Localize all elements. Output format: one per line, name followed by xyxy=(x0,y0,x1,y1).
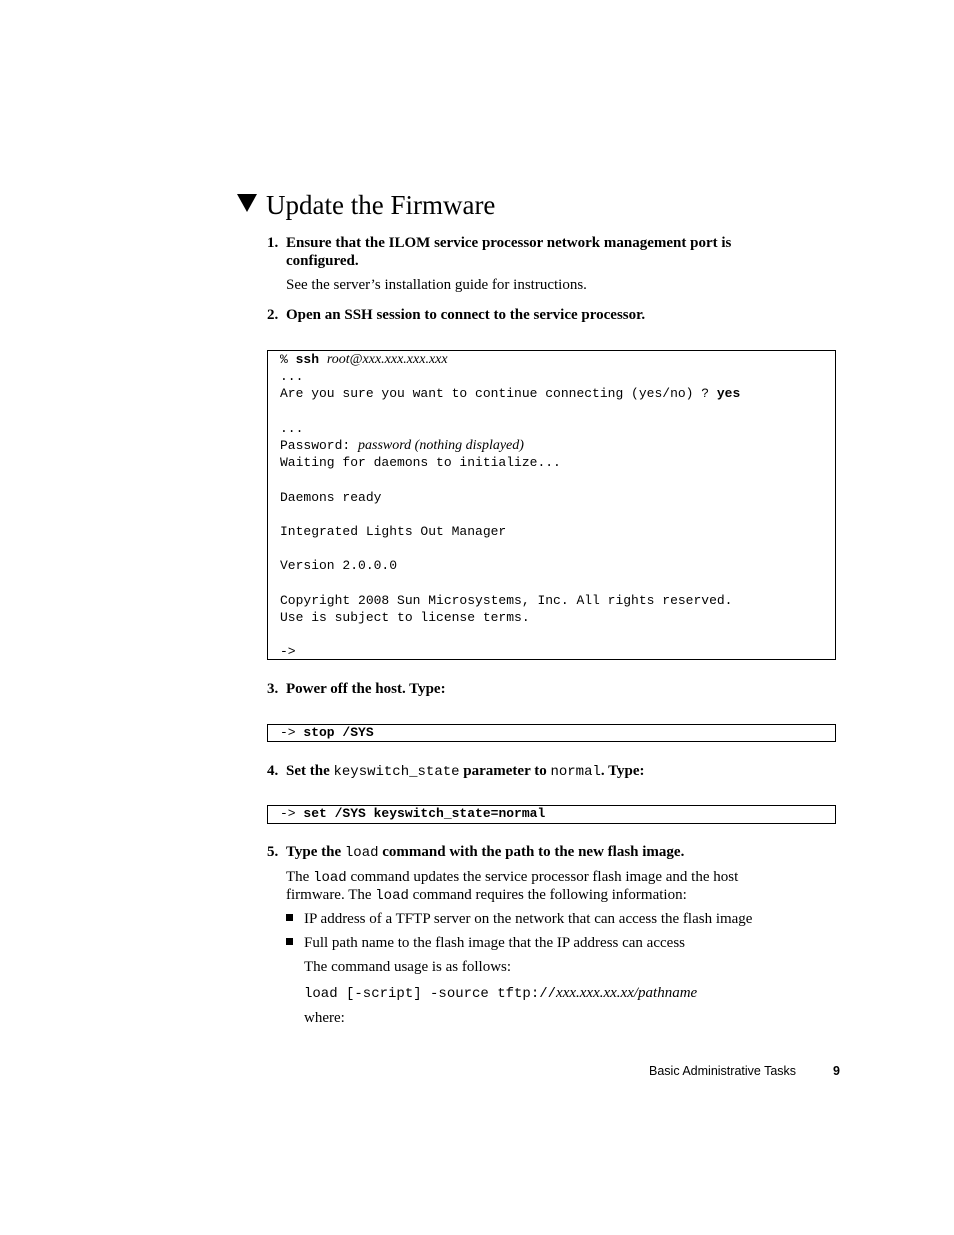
ssh-session-codebox xyxy=(267,350,836,660)
step-3 xyxy=(267,680,446,698)
code-line: Password: password (nothing displayed) xyxy=(280,437,524,453)
step-number: 1. xyxy=(267,235,279,251)
section-heading xyxy=(237,188,495,222)
step-text: Open an SSH session to connect to the service processor. xyxy=(286,307,646,323)
usage-intro: The command usage is as follows: xyxy=(304,959,512,975)
code-line: Are you sure you want to continue connecting (yes/no) ? yes xyxy=(280,386,741,402)
code-line: -> xyxy=(280,644,296,660)
step-1 xyxy=(267,234,806,270)
where-label: where: xyxy=(304,1010,345,1026)
set-command-codebox xyxy=(267,805,836,824)
code-line: Copyright 2008 Sun Microsystems, Inc. All rights reserved. xyxy=(280,592,733,608)
code-line: % ssh root@xxx.xxx.xxx.xxx xyxy=(280,352,448,367)
stop-command-codebox xyxy=(267,724,836,742)
list-item: Full path name to the flash image that the IP address can access xyxy=(286,935,685,952)
code-line: Daemons ready xyxy=(280,489,382,505)
step-text: Power off the host. Type: xyxy=(286,681,446,697)
usage-syntax: load [-script] -source tftp://xxx.xxx.xx.xx/pathname xyxy=(304,985,698,1002)
step-5: 5. Type the load command with the path to the new flash image. xyxy=(267,844,685,861)
step-number: 5. xyxy=(267,844,279,860)
code-line: Waiting for daemons to initialize... xyxy=(280,455,561,471)
bullet-square-icon xyxy=(286,938,293,945)
code-line: ... xyxy=(280,420,304,436)
bullet-square-icon xyxy=(286,914,293,921)
step-number: 3. xyxy=(267,681,279,697)
footer-section-title: Basic Administrative Tasks xyxy=(649,1064,797,1078)
step-number: 2. xyxy=(267,307,279,323)
list-item: IP address of a TFTP server on the network that can access the flash image xyxy=(286,911,752,928)
code-line: ... xyxy=(280,369,304,385)
step-number: 4. xyxy=(267,763,279,779)
code-line: Use is subject to license terms. xyxy=(280,609,530,625)
triangle-down-icon xyxy=(237,194,257,212)
page-number: 9 xyxy=(833,1064,840,1078)
heading-text: Update the Firmware xyxy=(266,190,496,220)
code-line: -> set /SYS keyswitch_state=normal xyxy=(280,806,546,821)
step-2 xyxy=(267,306,645,324)
step-text: Ensure that the ILOM service processor network management port is configured. xyxy=(286,235,732,269)
code-line: Version 2.0.0.0 xyxy=(280,558,398,574)
step-4: 4. Set the keyswitch_state parameter to normal. Type: xyxy=(267,763,645,780)
code-line: -> stop /SYS xyxy=(280,725,374,740)
step-5-body: The load command updates the service processor flash image and the host firmware. The load command requires the following information: xyxy=(286,869,739,904)
code-line: Integrated Lights Out Manager xyxy=(280,523,507,539)
step-1-note: See the server’s installation guide for instructions. xyxy=(286,277,587,293)
